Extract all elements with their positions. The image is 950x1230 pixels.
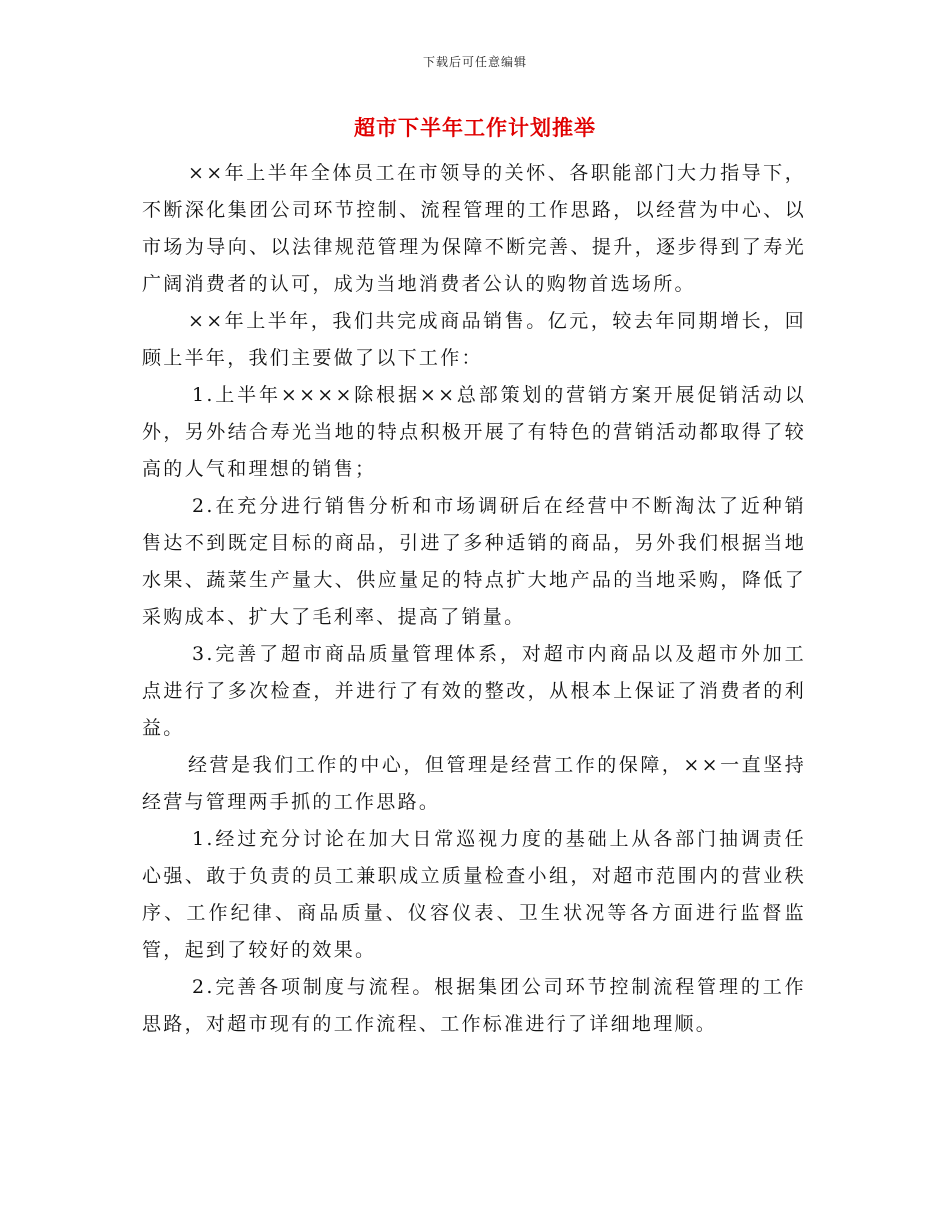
paragraph-sales-summary: ××年上半年，我们共完成商品销售。亿元，较去年同期增长，回顾上半年，我们主要做了以下工作： [142,310,806,369]
document-title: 超市下半年工作计划推举 [354,115,596,140]
paragraph-item-procedures: 2.完善各项制度与流程。根据集团公司环节控制流程管理的工作思路，对超市现有的工作流程、工作标准进行了详细地理顺。 [142,976,806,1035]
paragraph-item-products: 2.在充分进行销售分析和市场调研后在经营中不断淘汰了近种销售达不到既定目标的商品，引进了多种适销的商品，另外我们根据当地水果、蔬菜生产量大、供应量足的特点扩大地产品的当地采购，降低了采购成本、扩大了毛利率、提高了销量。 [142,495,806,628]
paragraph-management: 经营是我们工作的中心，但管理是经营工作的保障，××一直坚持经营与管理两手抓的工作思路。 [142,754,806,813]
paragraph-item-marketing: 1.上半年××××除根据××总部策划的营销方案开展促销活动以外，另外结合寿光当地的特点积极开展了有特色的营销活动都取得了较高的人气和理想的销售； [142,384,806,480]
header-note: 下载后可任意编辑 [422,55,527,69]
paragraph-item-quality: 3.完善了超市商品质量管理体系，对超市内商品以及超市外加工点进行了多次检查，并进行了有效的整改，从根本上保证了消费者的利益。 [142,643,806,739]
paragraph-intro: ××年上半年全体员工在市领导的关怀、各职能部门大力指导下，不断深化集团公司环节控制、流程管理的工作思路，以经营为中心、以市场为导向、以法律规范管理为保障不断完善、提升，逐步得到了寿光广阔消费者的认可，成为当地消费者公认的购物首选场所。 [142,162,806,295]
paragraph-item-inspection: 1.经过充分讨论在加大日常巡视力度的基础上从各部门抽调责任心强、敢于负责的员工兼职成立质量检查小组，对超市范围内的营业秩序、工作纪律、商品质量、仪容仪表、卫生状况等各方面进行监督监管，起到了较好的效果。 [142,828,806,961]
document-body [142,155,806,1043]
